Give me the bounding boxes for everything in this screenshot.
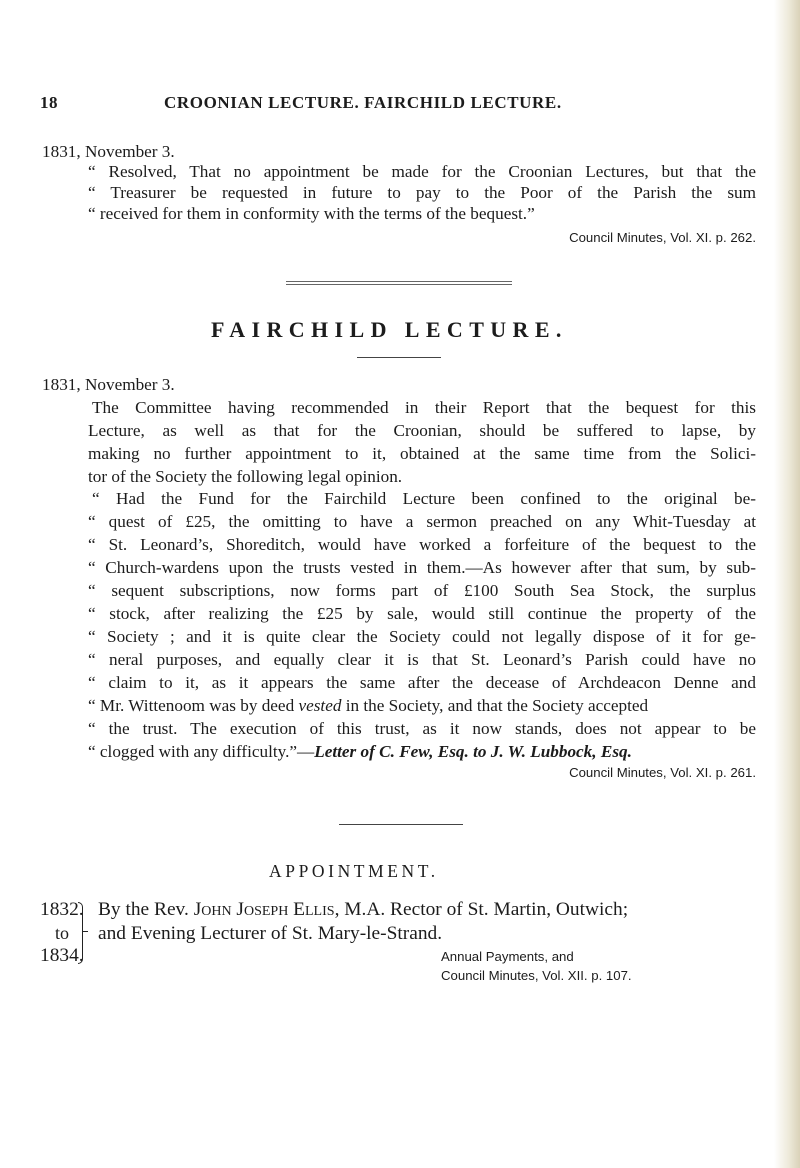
appointment-divider xyxy=(339,824,463,825)
appointment-citation-line-1: Annual Payments, and xyxy=(441,949,574,964)
appointment-year-end: 1834. xyxy=(40,945,84,966)
section-divider xyxy=(286,281,512,285)
page-edge-shadow xyxy=(774,0,800,1168)
fairchild-section-title: FAIRCHILD LECTURE. xyxy=(211,317,568,342)
appointment-year-start: 1832. xyxy=(40,899,84,920)
fairchild-citation: Council Minutes, Vol. XI. p. 261. xyxy=(569,765,756,780)
opinion-line-12 xyxy=(88,741,632,763)
fairchild-paragraph-line-1: The Committee having recommended in their Report that the bequest for this xyxy=(92,398,756,417)
opinion-line-10-start: “ Mr. Wittenoom was by deed xyxy=(88,696,299,715)
appointment-title: APPOINTMENT. xyxy=(269,861,439,881)
page-header xyxy=(40,93,760,115)
appointment-citation-line-2: Council Minutes, Vol. XII. p. 107. xyxy=(441,968,632,983)
entry-prefix: By the Rev. xyxy=(98,899,194,920)
croonian-citation: Council Minutes, Vol. XI. p. 262. xyxy=(569,230,756,245)
opinion-line-4: “ Church-wardens upon the trusts vested in them.—As however after that sum, by sub- xyxy=(88,558,756,577)
opinion-line-3: “ St. Leonard’s, Shoreditch, would have worked a forfeiture of the bequest to the xyxy=(88,535,756,554)
year-brace xyxy=(78,902,83,964)
year-brace-tip xyxy=(83,931,88,932)
appointee-name: John Joseph Ellis xyxy=(193,899,335,920)
opinion-line-6: “ stock, after realizing the £25 by sale, would still continue the property of the xyxy=(88,604,756,623)
fairchild-date: 1831, November 3. xyxy=(42,375,175,394)
appointment-entry-line-1 xyxy=(98,898,628,922)
opinion-line-1: “ Had the Fund for the Fairchild Lecture been confined to the original be- xyxy=(92,489,756,508)
croonian-quote-line-1: “ Resolved, That no appointment be made for the Croonian Lectures, but that the xyxy=(88,162,756,181)
opinion-line-11: “ the trust. The execution of this trust, as it now stands, does not appear to be xyxy=(88,719,756,738)
croonian-quote-line-2: “ Treasurer be requested in future to pay to the Poor of the Parish the sum xyxy=(88,183,756,202)
opinion-line-2: “ quest of £25, the omitting to have a sermon preached on any Whit-Tuesday at xyxy=(88,512,756,531)
opinion-line-8: “ neral purposes, and equally clear it is that St. Leonard’s Parish could have no xyxy=(88,650,756,669)
opinion-line-9: “ claim to it, as it appears the same after the decease of Archdeacon Denne and xyxy=(88,673,756,692)
opinion-line-7: “ Society ; and it is quite clear the Society could not legally dispose of it for ge- xyxy=(88,627,756,646)
running-head: CROONIAN LECTURE. FAIRCHILD LECTURE. xyxy=(164,93,562,112)
croonian-date: 1831, November 3. xyxy=(42,142,175,161)
fairchild-paragraph-line-4: tor of the Society the following legal opinion. xyxy=(88,467,403,486)
fairchild-paragraph-line-2: Lecture, as well as that for the Croonian, should be suffered to lapse, by xyxy=(88,421,756,440)
letter-attribution: Letter of C. Few, Esq. to J. W. Lubbock, Esq. xyxy=(314,742,632,761)
opinion-line-10-end: in the Society, and that the Society accepted xyxy=(341,696,649,715)
entry-suffix: , M.A. Rector of St. Martin, Outwich; xyxy=(334,899,629,920)
croonian-quote-line-3: “ received for them in conformity with the terms of the bequest.” xyxy=(88,204,535,223)
title-underline xyxy=(357,357,441,358)
opinion-line-10 xyxy=(88,695,756,717)
fairchild-paragraph-line-3: making no further appointment to it, obtained at the same time from the Solici- xyxy=(88,444,756,463)
appointment-year-to: to xyxy=(55,923,70,943)
vested-italic: vested xyxy=(298,696,342,715)
appointment-entry-line-2: and Evening Lecturer of St. Mary-le-Strand. xyxy=(98,923,443,944)
opinion-line-12-start: “ clogged with any difficulty.”— xyxy=(88,742,315,761)
opinion-line-5: “ sequent subscriptions, now forms part of £100 South Sea Stock, the surplus xyxy=(88,581,756,600)
page-number: 18 xyxy=(40,93,58,112)
